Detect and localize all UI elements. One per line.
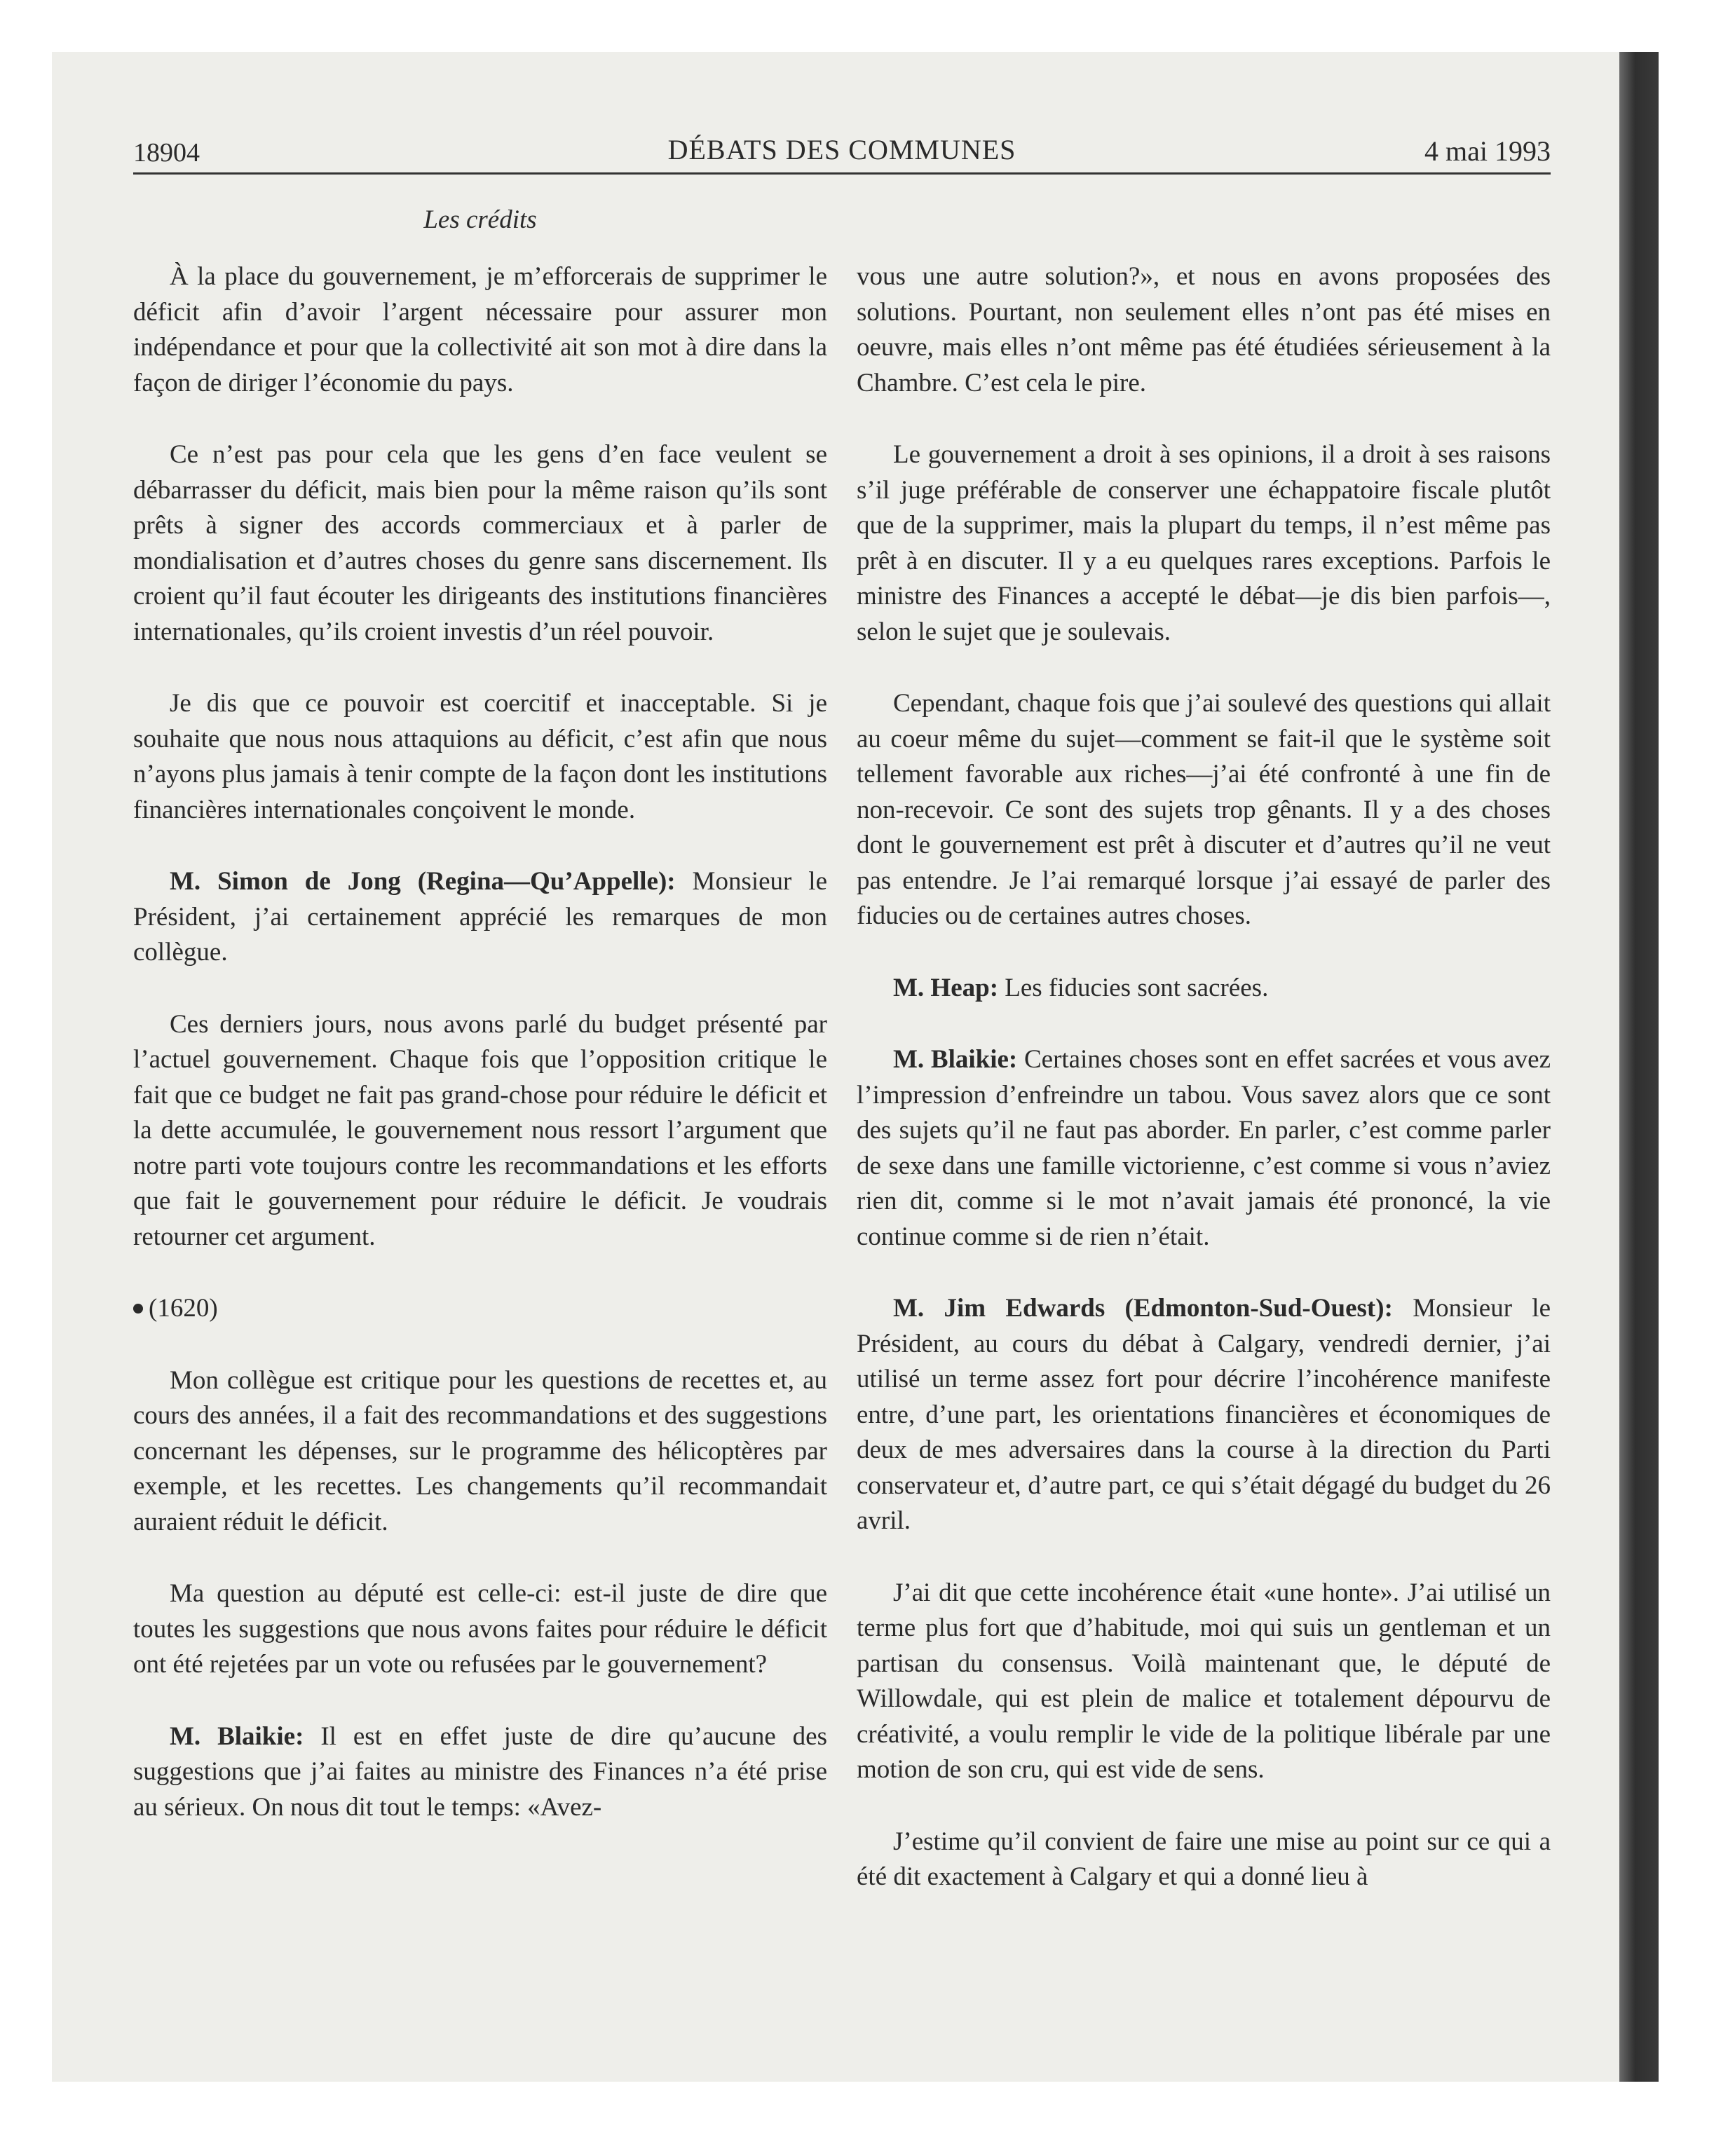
scan-edge-shadow — [1619, 52, 1659, 2082]
speech-text: Monsieur le Président, au cours du débat à Calgary, vendredi dernier, j’ai utilisé un terme assez fort pour décrire l’incohérence manifeste entre, d’une part, les orientations financières et économiques de deux de mes adversaires dans la course à la direction du Parti conservateur et, d’autre part, ce qui s’était dégagé du budget du 26 avril. — [857, 1294, 1551, 1535]
paragraph: Le gouvernement a droit à ses opinions, il a droit à ses raisons s’il juge préférable de conserver une échappatoire fiscale plutôt que de la supprimer, mais la plupart du temps, il n’est même pas prêt à en discuter. Il y a eu quelques rares exceptions. Parfois le ministre des Finances a accepté le débat—je dis bien parfois—, selon le sujet que je soulevais. — [857, 440, 1551, 646]
speaker-name: M. Blaikie: — [893, 1045, 1018, 1074]
left-column — [133, 259, 827, 1825]
timestamp-marker — [133, 1291, 827, 1327]
page-date: 4 mai 1993 — [1424, 135, 1551, 167]
paragraph: Mon collègue est critique pour les questions de recettes et, au cours des années, il a fait des recommandations et des suggestions concernant les dépenses, sur le programme des hélicoptères par exemple, et les recettes. Les changements qu’il recommandait auraient réduit le déficit. — [133, 1365, 827, 1536]
paragraph: Ce n’est pas pour cela que les gens d’en face veulent se débarrasser du déficit, mais bien pour la même raison qu’ils sont prêts à signer des accords commerciaux et à parler de mondialisation et d’autres choses du genre sans discernement. Ils croient qu’il faut écouter les dirigeants des institutions financières internationales, qu’ils croient investis d’un réel pouvoir. — [133, 440, 827, 646]
page-header — [133, 133, 1551, 175]
speech-paragraph — [133, 1719, 827, 1826]
right-column — [857, 259, 1551, 1895]
section-title: Les crédits — [423, 205, 537, 234]
paragraph-continued: vous une autre solution?», et nous en avons proposées des solutions. Pourtant, non seulement elles n’ont pas été mises en oeuvre, mais elles n’ont même pas été étudiées sérieusement à la Chambre. C’est cela le pire. — [857, 262, 1551, 397]
paragraph: Je dis que ce pouvoir est coercitif et inacceptable. Si je souhaite que nous nous attaquions au déficit, c’est afin que nous n’ayons plus jamais à tenir compte de la façon dont les institutions financières internationales conçoivent le monde. — [133, 689, 827, 824]
speech-paragraph — [857, 971, 1551, 1007]
speech-paragraph — [133, 864, 827, 971]
speech-paragraph — [857, 1042, 1551, 1255]
speech-paragraph — [857, 1291, 1551, 1539]
paragraph: À la place du gouvernement, je m’efforcerais de supprimer le déficit afin d’avoir l’argent nécessaire pour assurer mon indépendance et pour que la collectivité ait son mot à dire dans la façon de diriger l’économie du pays. — [133, 262, 827, 397]
speech-text: Les fiducies sont sacrées. — [998, 973, 1269, 1002]
speaker-name: M. Simon de Jong (Regina—Qu’Appelle): — [170, 867, 676, 896]
speaker-name: M. Blaikie: — [170, 1721, 304, 1751]
speech-text: Monsieur le Président, j’ai certainement apprécié les remarques de mon collègue. — [133, 867, 827, 967]
bullet-icon — [133, 1304, 143, 1314]
header-rule — [133, 172, 1551, 175]
paragraph: Cependant, chaque fois que j’ai soulevé des questions qui allait au coeur même du sujet—comment se fait-il que le système soit tellement favorable aux riches—j’ai été confronté à une fin de non-recevoir. Ce sont des sujets trop gênants. Il y a des choses dont le gouvernement est prêt à discuter et d’autres qu’il ne veut pas entendre. Je l’ai remarqué lorsque j’ai essayé de parler des fiducies ou de certaines autres choses. — [857, 689, 1551, 930]
speaker-name: M. Jim Edwards (Edmonton-Sud-Ouest): — [893, 1294, 1393, 1323]
timestamp: (1620) — [149, 1294, 218, 1323]
publication-title: DÉBATS DES COMMUNES — [667, 134, 1016, 165]
paragraph: Ces derniers jours, nous avons parlé du budget présenté par l’actuel gouvernement. Chaque fois que l’opposition critique le fait que ce budget ne fait pas grand-chose pour réduire le déficit et la dette accumulée, le gouvernement nous ressort l’argument que notre parti vote toujours contre les recommandations et les efforts que fait le gouvernement pour réduire le déficit. Je voudrais retourner cet argument. — [133, 1009, 827, 1251]
paragraph: J’ai dit que cette incohérence était «une honte». J’ai utilisé un terme plus fort que d’habitude, moi qui suis un gentleman et un partisan du consensus. Voilà maintenant que, le député de Willowdale, qui est plein de malice et totalement dépourvu de créativité, a voulu remplir le vide de la politique libérale par une motion de son cru, qui est vide de sens. — [857, 1578, 1551, 1784]
speech-text: Certaines choses sont en effet sacrées et vous avez l’impression d’enfreindre un tabou. Vous savez alors que ce sont des sujets qu’il ne faut pas aborder. En parler, c’est comme parler de sexe dans une famille victorienne, c’est comme si vous n’aviez rien dit, comme si le mot n’avait jamais été prononcé, la vie continue comme si de rien n’était. — [857, 1045, 1551, 1251]
paragraph: Ma question au député est celle-ci: est-il juste de dire que toutes les suggestions que nous avons faites pour réduire le déficit ont été rejetées par un vote ou refusées par le gouvernement? — [133, 1579, 827, 1679]
speaker-name: M. Heap: — [893, 973, 999, 1002]
speech-text: Il est en effet juste de dire qu’aucune des suggestions que j’ai faites au ministre des Finances n’a été prise au sérieux. On nous dit tout le temps: «Avez- — [133, 1721, 827, 1822]
paragraph: J’estime qu’il convient de faire une mise au point sur ce qui a été dit exactement à Calgary et qui a donné lieu à — [857, 1827, 1551, 1891]
page-number: 18904 — [133, 138, 200, 168]
